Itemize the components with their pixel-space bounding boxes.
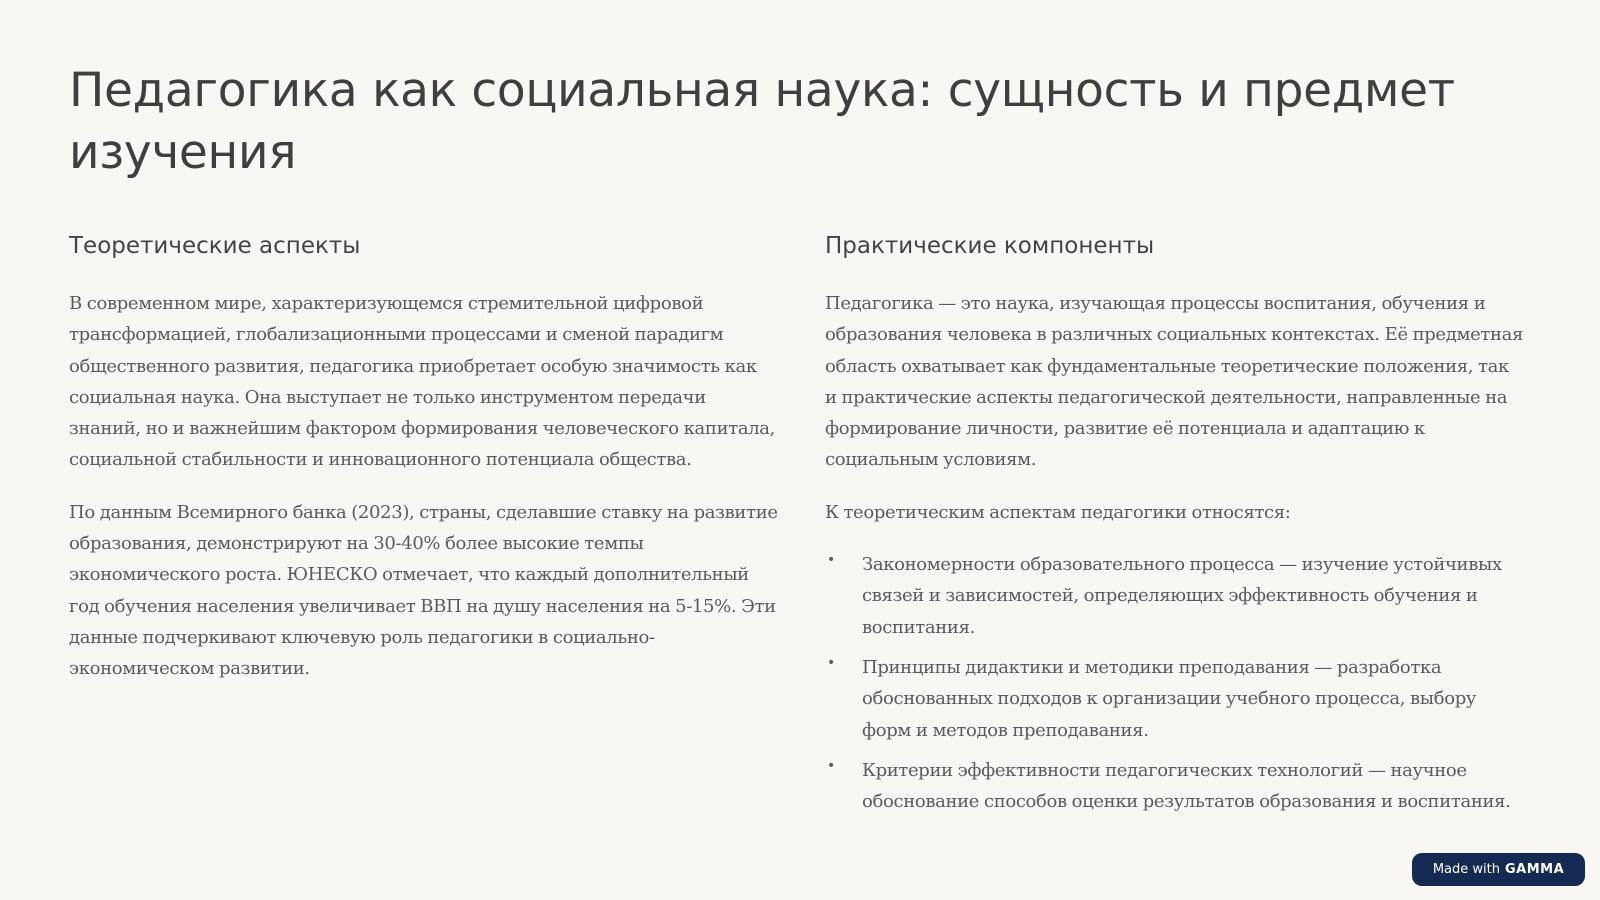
right-paragraph-intro: К теоретическим аспектам педагогики относятся: (825, 501, 1291, 523)
slide-title: Педагогика как социальная наука: сущность и предмет изучения (69, 63, 1455, 180)
bullet-list (825, 549, 1525, 817)
bullet-dot-icon: • (827, 654, 835, 671)
right-column-heading: Практические компоненты (825, 233, 1155, 259)
left-paragraph-2: По данным Всемирного банка (2023), страны, сделавшие ставку на развитие образования, демонстрируют на 30-40% более высокие темпы экономического роста. ЮНЕСКО отмечает, что каждый дополнительный год обучения населения увеличивает ВВП на душу населения на 5-15%. Эти данные подчеркивают ключевую роль педагогики в социально-экономическом развитии. (69, 501, 778, 680)
bullet-text: Закономерности образовательного процесса — изучение устойчивых связей и зависимостей, определяющих эффективность обучения и воспитания. (862, 554, 1502, 638)
list-item (825, 549, 1525, 643)
made-with-gamma-badge[interactable] (1412, 853, 1585, 886)
left-column-heading: Теоретические аспекты (69, 233, 361, 259)
badge-prefix: Made with (1432, 862, 1500, 877)
right-column (825, 228, 1525, 826)
bullet-text: Критерии эффективности педагогических технологий — научное обоснование способов оценки результатов образования и воспитания. (862, 759, 1511, 813)
list-item (825, 652, 1525, 746)
left-paragraph-1: В современном мире, характеризующемся стремительной цифровой трансформацией, глобализационными процессами и сменой парадигм общественного развития, педагогика приобретает особую значимость как социальная наука. Она выступает не только инструментом передачи знаний, но и важнейшим фактором формирования человеческого капитала, социальной стабильности и инновационного потенциала общества. (69, 293, 776, 471)
bullet-dot-icon: • (827, 757, 835, 774)
gamma-logo-icon: GAMMA (1504, 862, 1565, 877)
left-column (69, 228, 779, 706)
bullet-text: Принципы дидактики и методики преподавания — разработка обоснованных подходов к организации учебного процесса, выбору форм и методов преподавания. (862, 656, 1477, 741)
right-paragraph-1: Педагогика — это наука, изучающая процессы воспитания, обучения и образования человека в различных социальных контекстах. Её предметная область охватывает как фундаментальные теоретические положения, так и практические аспекты педагогической деятельности, направленные на формирование личности, развитие её потенциала и адаптацию к социальным условиям. (825, 293, 1524, 471)
list-item (825, 755, 1525, 818)
bullet-dot-icon: • (827, 552, 835, 569)
